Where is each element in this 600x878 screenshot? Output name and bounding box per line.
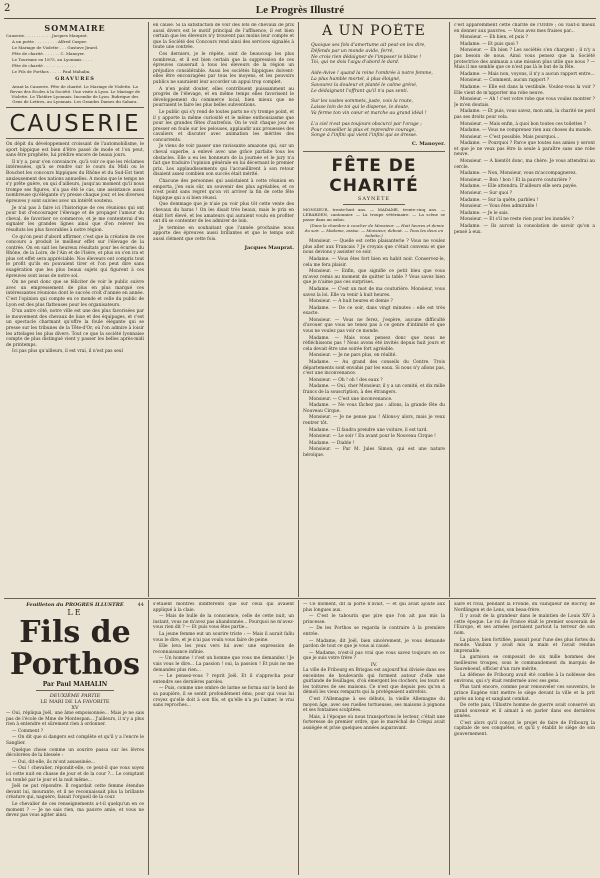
fete-line: c'est apparemment cette charité de l'Ordre ; ou vaut-il mieux en donner aux pauvres. — Vous avez mes fraises par...: [454, 23, 595, 34]
header-rule: [4, 18, 596, 19]
feuilleton-column-3: [303, 602, 445, 874]
column-2: [153, 23, 294, 595]
feuilleton-caption: Feuilleton du PROGRÈS ILLUSTRÉ: [26, 602, 124, 608]
fete-line: Monsieur. — Ah ! c'est votre robe que vous voulez montrer ? Je m'en doutais.: [454, 97, 595, 108]
feuilleton-roman-numeral: XV: [71, 705, 79, 711]
feuilleton-paragraph: Mais, à l'époque où nous transportons le lecteur, c'était une forteresse de premier ordre, que le maréchal de Créqui avait assiégée et prise quelques années auparavant.: [303, 714, 445, 731]
feuilleton-paragraph: — On dit que si dangers est complète et qu'il y a l'encre le Sanglier.: [6, 735, 144, 746]
fete-title: FÊTE DE CHARITÉ: [329, 156, 419, 197]
fete-line: Monsieur. — Comment, aucun rapport ?: [460, 78, 550, 84]
gravures-text: Avant la Causerie. Fête de charité. Le Mariage de Violette. La Revue des Ecoles à la Société. Une visite à Lyon. Le Mariage de Violette. Le Théâtre Lyonnais. Incendie de Lyon. Rubrique des Gens de Lettres, au Lyonnais. Les Grandes Dames du Sahara.: [10, 84, 140, 104]
feuilleton-part: DEUXIÈME PARTIE: [49, 693, 101, 699]
poem-line: Pour conseiller la plus et reprendre courage,: [311, 127, 416, 133]
causerie-paragraph: Je viens de voir passer une ravissante amazone qui, sur un cheval superbe, a enlevé avec une grâce parfaite tous les obstacles. Elle a eu les honneurs de la journée et le jury n'a fait que traduire l'opinion générale en lui décernant le premier prix. Les applaudissements qui l'accueillirent à son retour disaient assez combien son succès était mérité.: [153, 144, 294, 178]
poem-line: L'a ciel n'est pas toujours obscurci par l'orage ;: [311, 121, 422, 127]
fete-line: Madame. — Mais vous pensez donc que nous ne réfléchissons pas ! Nous avons été invités depuis huit jours et cela devait être une soirée fort agréable.: [303, 335, 445, 352]
poem-line: Songe à l'infini qui vient l'infini qui se dresse.: [311, 133, 418, 139]
section-rule: [6, 107, 144, 108]
column-4: [454, 23, 595, 595]
fete-cast: MONSIEUR, trente-huit ans. — MADAME, trente-cinq ans. — LEBARDEN, cantonnier. — La troupe vétérinaire. — La scène se passe dans un salon.: [303, 207, 445, 223]
feuilleton-column-4: [454, 602, 595, 874]
section-rule: [6, 138, 144, 139]
feuilleton-paragraph: C'est l'Allemagne à ses débuts, la vieille Allemagne du moyen âge, avec ses ruelles tortueuses, ses maisons à pignons et ses fontaines sculptées.: [303, 696, 445, 714]
fete-line: Monsieur. — Bon ! bon ! Et la pauvre couturière ?: [460, 177, 572, 183]
causerie-title: CAUSERIE: [9, 111, 141, 137]
causerie-paragraph: Ici pas plus qu'ailleurs, il est vrai, il n'est pas seul: [12, 349, 124, 355]
feuilleton-paragraph: — Oui, dit-elle, ils m'ont assassinée...: [12, 759, 95, 765]
poem-line: Laisse loin de toi qui le disperse, le doute,: [311, 105, 410, 111]
feuilleton-title: Fils de Porthos: [9, 615, 141, 682]
column-3: [303, 23, 445, 595]
causerie-paragraph: Que dommage que je n'aie pu voir plus tôt cette vente des chevaux du haras ! On les disait très beaux, mais le prix en était fort élevé, et les amateurs qui auraient voulu en profiter ont dû se contenter de les admirer de loin.: [153, 202, 294, 225]
fete-line: Monsieur. — Je ne pars plus, en réalité.: [309, 353, 397, 359]
fete-line: Madame. — C'est un mot de ma couturière. Monsieur, vous savez la loi. Elle va venir à huit heures.: [303, 286, 445, 298]
poem-signature: C. Manoyer.: [411, 141, 445, 148]
fete-line: Monsieur. — A bientôt donc, ma chère. Je vous attendrai au cercle.: [454, 159, 595, 170]
feuilleton-chapter-number: IV.: [370, 661, 378, 668]
feuilleton-paragraph: saire et rival, pendant la Fronde, du vainqueur de Rocroy, de Nordlingen et de Lens, son beau-frère.: [454, 602, 595, 613]
causerie-paragraph: Il n'y a, pour s'en convaincre, qu'à voir ce que les réclames intéressées, qu'à se rendre sur le cours du Midi ou le Bouchet les concours hippiques du Rhône et du Sud-Est tient anxieusement des nations annuelles. A moins que le temps ne s'y prête guère, on qui d'ailleurs, jusqu'au moment qu'il nous trompe ses figures, n'a pas été le cas, une assistance aussi nombreuse qu'élégante s'y presse chaque jour, et les diverses épreuves y sont suivies avec un intérêt soutenu.: [6, 159, 144, 204]
poem-line: La plus humble mortel, à plus éloigné,: [311, 76, 401, 82]
causerie-paragraph: Je termine en souhaitant que l'année prochaine nous apporte des épreuves aussi brillantes et que le temps soit aussi clément que cette fois.: [153, 225, 294, 242]
poem-line: Le dédaignant l'offrant qu'il n'a pas senti.: [311, 88, 409, 94]
sommaire-item: Fête de charité. . . . . . . C. Manoyer.: [12, 51, 85, 56]
feuilleton-paragraph: — Mais de bulle de la conscience, celle de cette nuit, un instant, vous ne m'avez pas abandonnée... Pourquoi ne m'avez-vous rien dit ? — Et puis vous êtes partie...: [153, 614, 294, 631]
feuilleton-paragraph: C'est alors qu'il conçut le projet de faire de Fribourg la capitale de ses conquêtes, et qu'il y établit le siège de son gouvernement.: [454, 720, 595, 738]
newspaper-title: Le Progrès Illustré: [255, 4, 345, 16]
poem-line: Va ferme ton vin cœur et marche au grand idéal !: [311, 110, 427, 116]
fete-line: Madame. — Vous ne comprenez rien aux choses du monde.: [460, 128, 593, 134]
poem-line: Toi, qui ne dois l'aigu d'abord le dard.: [311, 60, 400, 66]
fete-line: Monsieur. — Et s'il ne reste rien pour les inondés ?: [460, 217, 574, 223]
fete-line: Madame. — Non, Monsieur, vous m'accompagnerez.: [460, 171, 577, 177]
sommaire-item: Le Tourisme en 1875, au Lyonnais . . . .: [12, 57, 92, 62]
fete-line: Monsieur. — Enfin, que signifie ce petit bleu que vous m'avez remis au moment de quitter la table ? Vous savez bien que je n'aime pas ces surprises.: [303, 269, 445, 286]
poem-stanza: [303, 99, 445, 116]
sommaire-item: Fête de charité . . . . . . . . . . . . .: [12, 63, 76, 68]
poem-line: Défends par un monde avide, ferré,: [311, 48, 394, 54]
feuilleton-paragraph: — Madame, n'est-il pas vrai que vous savez toujours en ce que je suis votre frère ?: [303, 650, 445, 662]
fete-line: Madame. — Oui, cher Monsieur, il y a un comité, et dix mille francs de la souscription, à des étrangers.: [303, 384, 445, 395]
feuilleton-paragraph: — Madame, dit Joël, bien sincèrement, je vous demande pardon de tout ce que je vous ai causé.: [303, 638, 445, 650]
column-rule: [298, 600, 299, 875]
feuilleton-column-1: [6, 602, 144, 874]
poem-stanza: [303, 43, 445, 66]
fete-line: Madame. — Et puis, vous savez, mon ami, la charité ne perd pas ses droits pour cela.: [454, 109, 595, 120]
column-1: [6, 23, 144, 595]
poem-line: Savourez la douleur et planté le calme gréné,: [311, 82, 418, 88]
feuilleton-paragraph: Elle leva les yeux vers lui avec une expression de reconnaissance infinie.: [153, 644, 294, 655]
fete-line: Madame. — Sur la quête, parbleu !: [460, 197, 539, 203]
fete-line: Madame. — Pourquoi ? Parce que toutes nos amies y seront et que je ne veux pas être la seule à paraître sans une robe neuve.: [454, 141, 595, 158]
feuilleton-paragraph: — Ce moment, dit la porte n'avait, — et qui avait ajouté aux plus longues aux.: [303, 602, 445, 613]
causerie-paragraph: Je n'ai pas à faire ici l'historique de ces réunions qui ont pour but d'encourager l'élevage et de propager l'amour du cheval, de favoriser ce commerce, et je me contenterai d'en signaler les grandes lignes ainsi que d'en relever les résultats les plus favorables à notre région.: [6, 205, 144, 233]
causerie-paragraph: On ne peut donc que se féliciter de voir le public suivre avec un empressement de plus en plus marqué ces intéressantes réunions dont le succès croît d'année en année. C'est l'opinion qui compte en ce monde et celle du public de Lyon est des plus flatteuses pour les organisateurs.: [6, 280, 144, 308]
page-number: 2: [4, 3, 11, 14]
causerie-paragraph: Le public qui s'y rend de toutes parts ne s'y trompe point, et il y apporte la même curiosité et le même enthousiasme que pour les grandes fêtes d'autrefois. On le voit chaque jour se presser en foule sur les pelouses, applaudir aux prouesses des cavaliers et discuter avec animation les mérites des concurrents.: [153, 109, 294, 143]
fete-line: Monsieur. — Je ne pense pas ! Allons-y alors, mais je veux rentrer tôt.: [303, 415, 445, 426]
feuilleton-paragraph: De cette paix, l'illustre homme de guerre avait conservé un grand souvenir et il aimait à en parler dans ses dernières années.: [454, 703, 595, 720]
poem-line: Quoique ses fols d'amertume ait peut-on les dire,: [311, 43, 426, 48]
running-header: [0, 0, 600, 20]
causerie-paragraph: en cause. Si la satisfaction de voir des lots de chevaux de prix aussi divers est le motif principal de l'affluence, il est bien certain que les éleveurs n'y trouvent pas moins leur compte et que la Société des Concours rend ainsi des services signalés à toute une contrée.: [153, 23, 294, 51]
fete-line: Monsieur. — Eh bien, et puis ?: [460, 35, 528, 41]
fete-line: Monsieur. — Vous êtes admirable !: [460, 204, 538, 210]
column-rule: [148, 22, 149, 597]
gravures-title: GRAVURES: [55, 76, 95, 82]
column-rule: [148, 600, 149, 875]
feuilleton-separator: [4, 598, 596, 599]
feuilleton-paragraph: — Le pensez-vous ? reprit Joël. Et il s'approcha pour entendre ses dernières paroles.: [153, 674, 294, 685]
feuilleton-paragraph: — Oui ! chevalier, répondit-elle, ce peut-il que vous soyez ici cette nuit en chasse de jour et de la cour ?... Le comptant ou tombé par le jour et la nuit même...: [6, 766, 144, 783]
feuilleton-paragraph: — Oui, répliqua Joël, une âme empoisonnée... Mais je ne sais pas de l'école de Mme de Montespan... J'ailleurs, il n'y a plus rien à entendre et sûrement rien à ordonner.: [6, 711, 144, 728]
feuilleton-paragraph: — Puis, comme une ombre de larme se forma sur le bord de sa paupière, il se sentit profondément ému, pour qui vous lui croyez qu'elle doit à son fils, et qu'elle n'a pu l'aimer, le vrai sans reproches...: [153, 686, 294, 709]
fete-line: Madame. — Et puis quoi ?: [460, 41, 519, 47]
feuilleton-paragraph: Quelque chose comme un sourire passa sur les lèvres décolorées de la blessée :: [6, 747, 144, 759]
fete-line: Monsieur. — A huit heures et demie ?: [309, 299, 393, 305]
feuilleton-paragraph: La jeune femme eut un sourire triste : — Mais il aurait fallu vous le dire, et je n'ai pas voulu vous faire de peine.: [153, 631, 294, 643]
column-rule: [449, 600, 450, 875]
sommaire-list: [6, 33, 144, 74]
poem-stanza: [303, 71, 445, 94]
feuilleton-paragraph: Plus tard encore, comme pour renouveler ces souvenirs, le prince Eugène vint mettre le siège devant la ville et la prit après un long et sanglant combat.: [454, 685, 595, 702]
fete-line: Monsieur. — Eh bien ? Les sociétés s'en chargent ; il n'y a pas besoin de nous. Ainsi vous pensez que la Société protectrice des animaux a une mission plus utile que nous ? — Mais il me semble que ce n'est pas là le but de la fête.: [454, 48, 595, 71]
feuilleton-paragraph: La ville de Fribourg en Brisgau est aujourd'hui divisée dans ses enceintes de boulevards qui forment autour d'elle une guirlande de feuillages, d'où émergent les clochers, les tours et les toitures de ses maisons. Ce n'est que depuis peu qu'on a démoli les vieux remparts qui la protégeaient autrefois.: [303, 667, 445, 696]
fete-line: Monsieur. — Par M. Jules Simon, qui est une nature héroïque.: [303, 447, 445, 458]
causerie-paragraph: A n'en point douter, elles contribuent puissamment au progrès de l'élevage, et en même temps elles favorisent le développement du commerce local, bien mieux que ne pourraient le faire les plus belles subventions.: [153, 86, 294, 109]
sommaire-item: Causerie. . . . . . . . . . . Jacques Mauprat.: [6, 33, 88, 38]
fete-setting: (Dans la chambre à coucher de Monsieur. — Huit heures et demie du soir. — Madame, assise. — Monsieur, debout. — Tous les deux en toilette.): [304, 223, 445, 239]
sommaire-item: A un poète . . . . . . . . . Alfred Casper.: [12, 39, 87, 44]
feuilleton-paragraph: Il y avait de la grandeur dans le maintien de Louis XIV à cette époque. Le roi de France était le premier souverain de l'Europe, et ses armées portaient partout la terreur de son nom.: [454, 614, 595, 636]
feuilleton-chapter: LE MARI DE LA FAVORITE: [40, 699, 110, 705]
fete-subtitle: SAYNÈTE: [357, 196, 391, 203]
causerie-paragraph: On dépit du développement croissant de l'automobilisme, le sport hippique est bien d'être passé de mode et l'on peut, sans être prophète, lui prédire encore de beaux jours.: [6, 142, 144, 159]
column-rule: [449, 22, 450, 597]
fete-line: Madame. — Diable !: [309, 440, 355, 446]
poem-line: Aide-Avive ! quand la reine l'ombrée à notre femme,: [311, 71, 433, 77]
sommaire-item: Le Mariage de Violette . . . Gustave Jirard.: [12, 45, 99, 50]
feuilleton-paragraph: La place, bien fortifiée, passait pour l'une des plus fortes du monde. Vauban y avait mis la main et l'avait rendue imprenable.: [454, 637, 595, 654]
feuilleton-column-2: [153, 602, 294, 874]
fete-line: Monsieur. — Oh ! oh ! des eaux ?: [309, 377, 383, 383]
feuilleton-paragraph: — Comment ?: [12, 728, 44, 734]
causerie-paragraph: Ces derniers, je le répète, sont de beaucoup les plus nombreux, et il est bien certain que la suppression de ces épreuves causerait à tous les éleveurs de la région un préjudice considérable. Aussi les sociétés hippiques doivent-elles être encouragées par tous les moyens, et les pouvoirs publics ne sauraient leur accorder un appui trop complet.: [153, 51, 294, 85]
fete-line: Monsieur. — Sur quoi ?: [460, 191, 513, 197]
section-rule: [343, 204, 405, 205]
sommaire-title: SOMMAIRE: [44, 23, 106, 33]
fete-line: Madame. — Il faudra prendre une voiture, il est tard.: [309, 427, 428, 433]
feuilleton-article: LE: [67, 608, 83, 617]
feuilleton-paragraph: La garnison se composait de six mille hommes des meilleures troupes, sous le commandement du marquis de Sauveboeuf, officier d'un rare mérite.: [454, 655, 595, 672]
fete-line: Monsieur. — Mais enfin, à quoi bon toutes ces toilettes ?: [460, 121, 587, 127]
section-rule: [303, 151, 445, 152]
sommaire-item: Le Fils de Porthos . . . . . Paul Mahalin.: [12, 69, 91, 74]
poem-stanza: [303, 122, 445, 139]
fete-line: Monsieur. — Le soir ! En avant pour le Nouveau Cirque !: [309, 434, 436, 440]
causerie-paragraph: Ce qu'on peut d'abord affirmer, c'est que la création de ces concours a produit le meilleur effet sur l'élevage de la contrée. On en sait les heureux résultats pour les écuries du Rhône, de la Loire, de l'Ain et de l'Isère, et plus on s'en ira et plus cet effet sera appréciable. Nos éleveurs ont compris tout le profit qu'ils en pouvaient tirer et l'on peut dire sans exagération que les plus beaux sujets qui figurent à ces épreuves sont issus de notre sol.: [6, 234, 144, 279]
fete-line: Monsieur. — Quelle est cette plaisanterie ? Vous ne voulez plus aller aux Francais ? Je croyais que c'était convenu et que nous devions y assister ce soir.: [303, 239, 445, 256]
fete-line: Madame. — De ce soir, dans vingt minutes : elle est très exacte.: [303, 305, 445, 317]
feuilleton-paragraph: La défense de Fribourg avait été confiée à la noblesse des environs, qui s'y était renfermée avec ses gens.: [454, 673, 595, 684]
fete-line: Madame. — Je le sais.: [460, 210, 509, 216]
section-rule: [36, 690, 114, 691]
feuilleton-paragraph: — C'est le tabourin que pire que l'on ait pas mis la princesse.: [303, 614, 445, 625]
causerie-paragraph: D'un autre côté, notre ville est une des plus favorisées par le mouvement des chevaux de luxe et des équipages, et c'est un spectacle charmant qu'offre la foule élégante qui se presse sur les tribunes de la Tête-d'Or, où l'on admire à loisir les attelages les plus divers. Tout ce que la société lyonnaise compte de plus distingué vient y passer les belles après-midi de printemps.: [6, 309, 144, 348]
fete-line: Madame. — Vous êtes fort bien en habit noir. Conservez-le, cela me fera plaisir.: [303, 256, 445, 268]
feuilleton-number: 44: [137, 602, 144, 608]
feuilleton-paragraph: Le chevalier de ces renseignements a-t-il quelqu'un en ce moment ? — Je ne sais rien, ma pauvre amie, et vous ne devez pas vous agiter ainsi.: [6, 801, 144, 819]
fete-line: Madame. — Mais non, voyons, il n'y a aucun rapport entre...: [460, 71, 595, 77]
causerie-paragraph: Chacune des personnes qui assistaient à cette réunion en emporta, j'en suis sûr, un souvenir des plus agréables, et ce n'est point sans regret qu'on vit arriver la fin de cette fête hippique qui a si bien réussi.: [153, 179, 294, 201]
fete-line: Monsieur. — C'est une inconvenance.: [309, 396, 393, 402]
causerie-signature: Jacques Mauprat.: [244, 244, 294, 251]
feuilleton-paragraph: — De les Porthos se regarda le contraire à la première entrée.: [303, 626, 445, 637]
feuilleton-paragraph: s'étaient montrés indifférents que sur ceux qui avaient appliqué à la claie.: [153, 602, 294, 613]
feuilleton-author: Par Paul MAHALIN: [42, 681, 108, 688]
fete-line: Monsieur. — C'est possible. Mais pourquoi...: [460, 134, 560, 140]
fete-line: Madame. — Elle est dans la vestibule. Voulez-vous la voir ? Elle vient de m'apporter ma robe neuve.: [454, 84, 595, 96]
poem-line: Sur les vastes sommets, juste, vois la route,: [311, 99, 414, 105]
fete-line: Madame. — Ils auront la consolation de savoir qu'on a pensé à eux.: [454, 224, 595, 235]
fete-line: Madame. — Ne vous fâchez pas : allons, la grande fête du Nouveau Cirque.: [303, 403, 445, 414]
poem-title: A UN POÈTE: [322, 23, 426, 39]
feuilleton-paragraph: Joël ne put répondre. Il regardait cette femme étendue devant lui, mourante, et il ne reconnaissait plus la brillante créature qui, naguère, faisait l'orgueil de la cour.: [6, 784, 144, 801]
poem-line: Ne crois rien dédaigner de l'imposer le blâme !: [311, 54, 422, 60]
fete-line: Madame. — Elle attendra. D'ailleurs elle sera payée.: [460, 184, 578, 190]
column-rule: [298, 22, 299, 597]
feuilleton-paragraph: — Un homme ! c'est un homme que vous me demandez ! Je vais vous le dire... La passion ! oui, la passion ! Et puis ne me demandez plus rien...: [153, 656, 294, 673]
fete-line: Monsieur. — Vous ne ferez, j'espère, aucune difficulté d'avouer que vous ne tenez pas à ce genre d'intimité et que vous ne voulez pas voir ce monde.: [303, 317, 445, 335]
fete-line: Madame. — Au grand des conseils du Centre. Trois départements sont envahis par les eaux. Si nous n'y allons pas, c'est une inconvenance.: [303, 360, 445, 377]
